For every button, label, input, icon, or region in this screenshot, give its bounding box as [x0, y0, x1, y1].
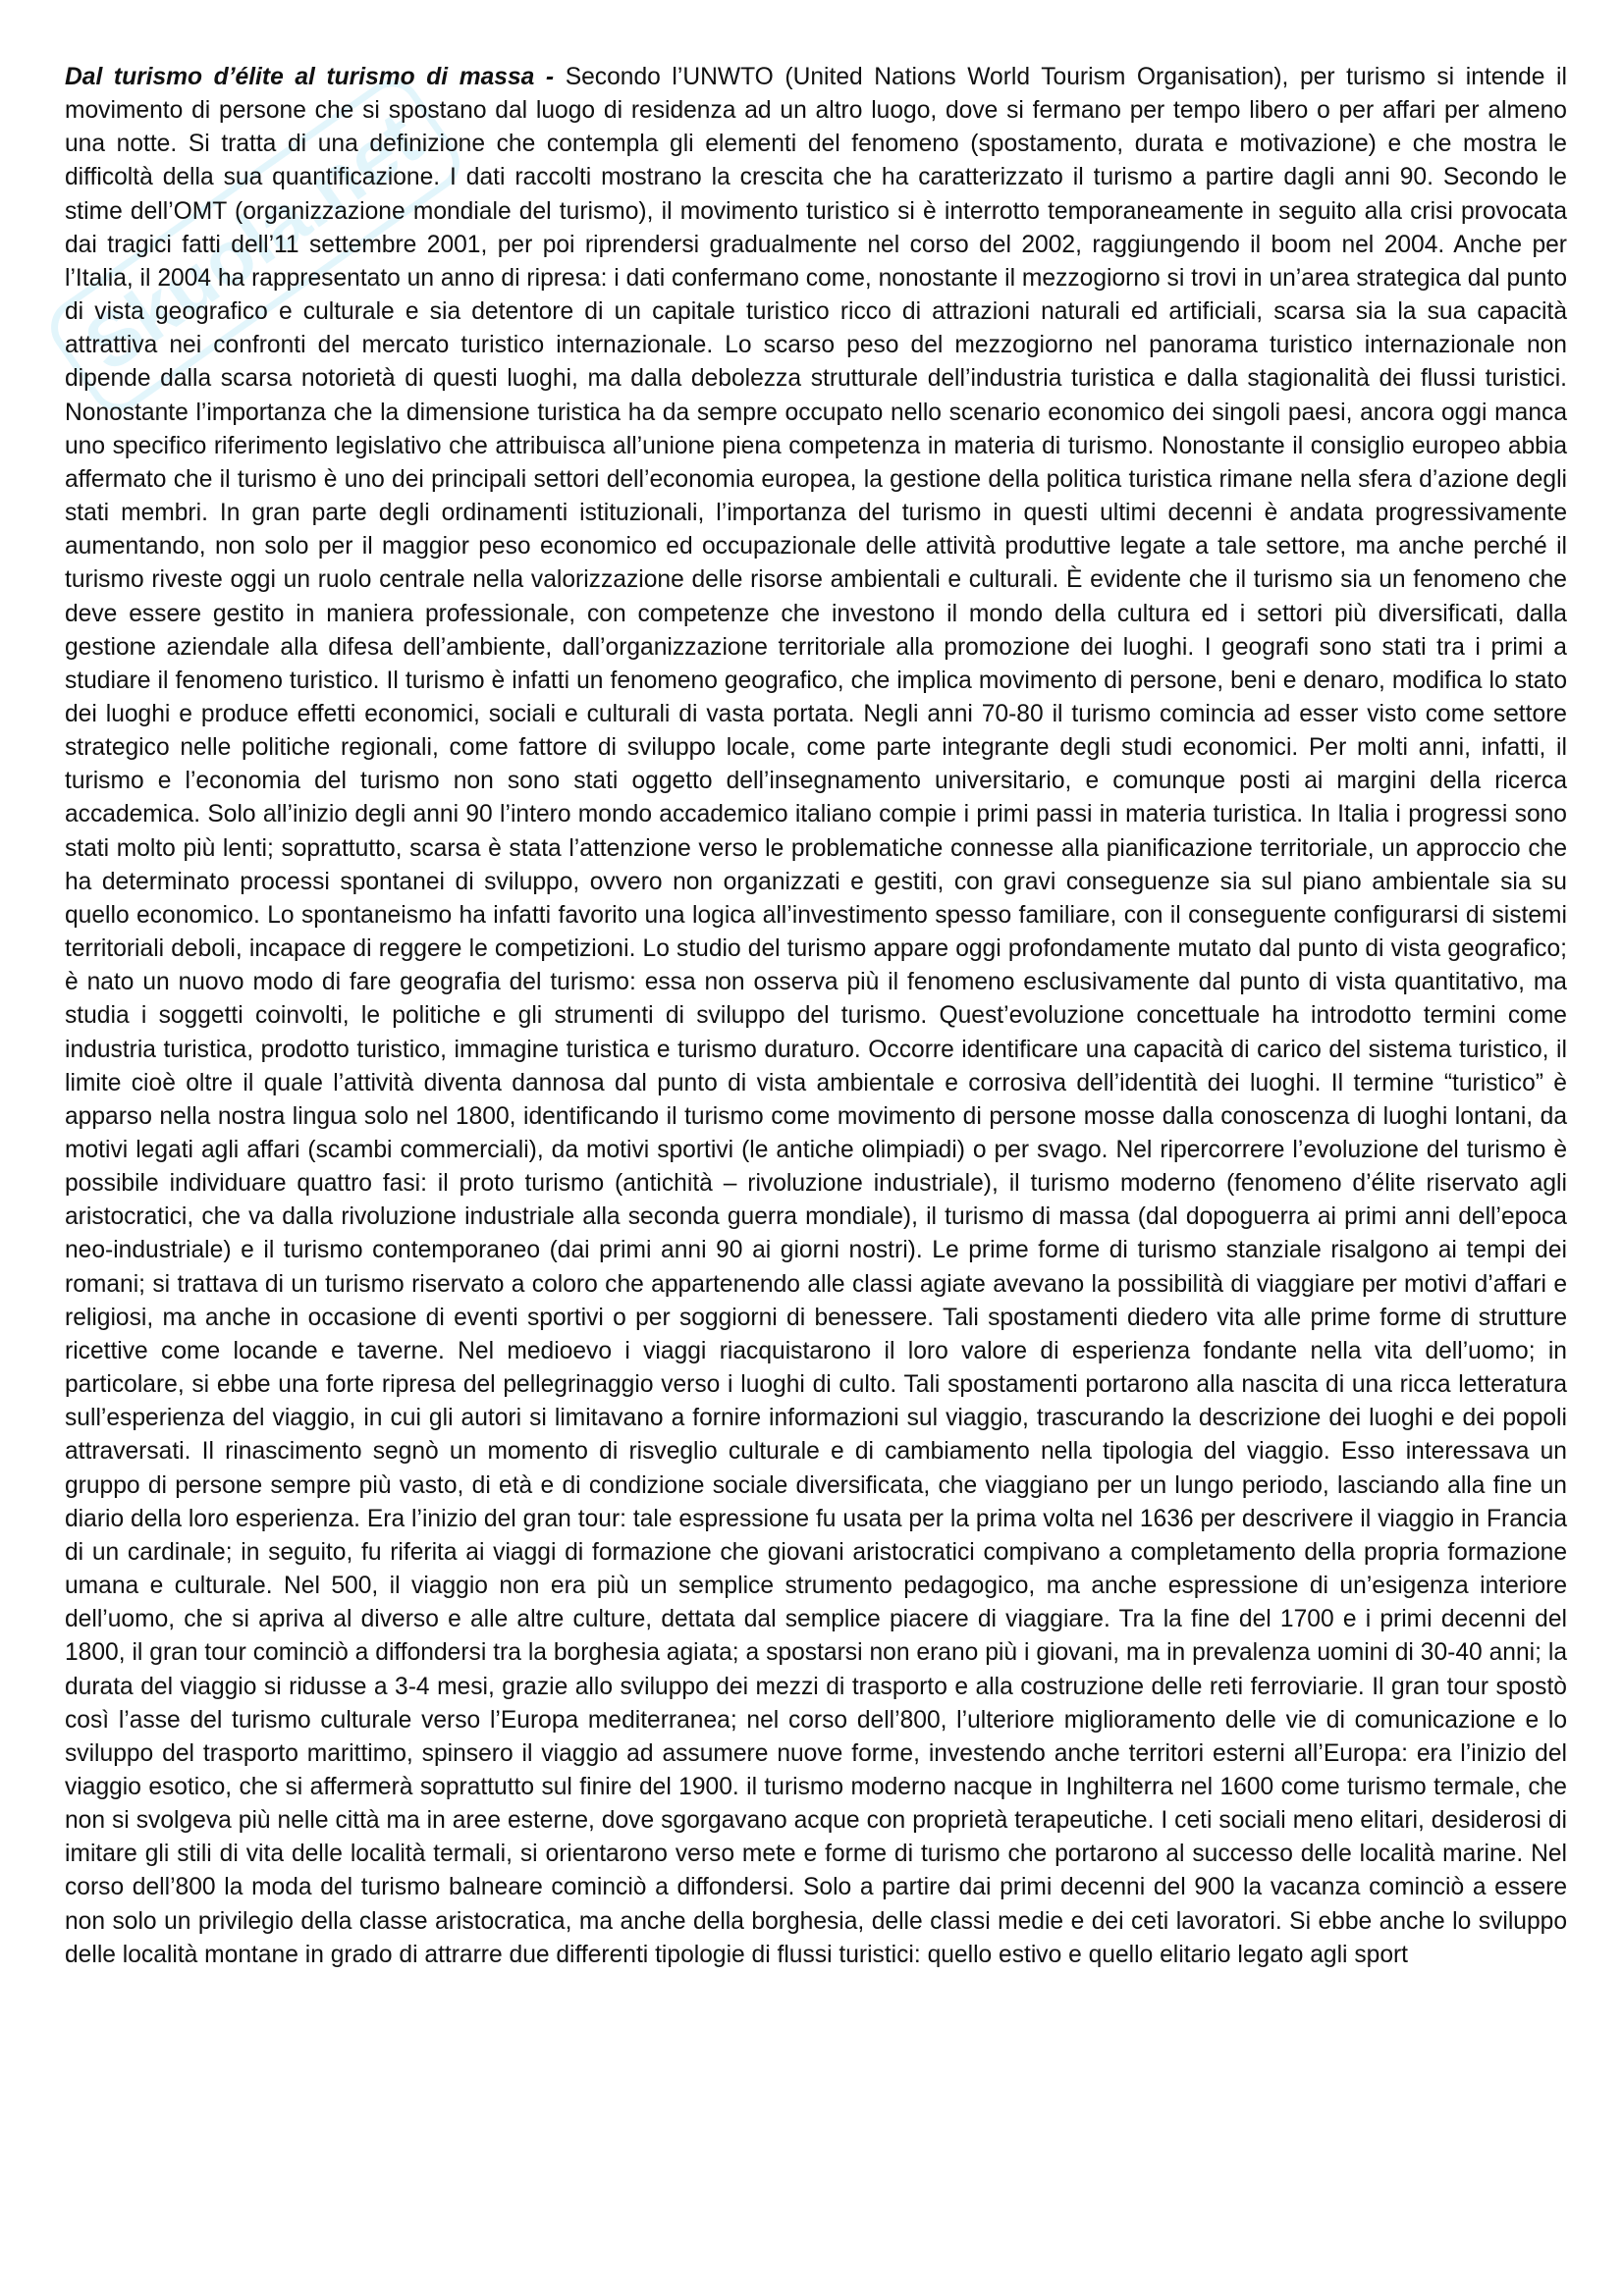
watermark-text: Skuola.net: [69, 94, 436, 389]
body-text: Secondo l’UNWTO (United Nations World Tourism Organisation), per turismo si intende il movimento di persone che si spostano dal luogo di residenza ad un altro luogo, dove si fermano per tempo libero o per affari per almeno una notte. Si tratta di una definizione che contempla gli elementi del fenomeno (spostamento, durata e motivazione) e che mostra le difficoltà della sua quantificazione. I dati raccolti mostrano la crescita che ha caratterizzato il turismo a partire dagli anni 90. Secondo le stime dell’OMT (organizzazione mondiale del turismo), il movimento turistico si è interrotto temporaneamente in seguito alla crisi provocata dai tragici fatti dell’11 settembre 2001, per poi riprendersi gradualmente nel corso del 2002, raggiungendo il boom nel 2004. Anche per l’Italia, il 2004 ha rappresentato un anno di ripresa: i dati confermano come, nonostante il mezzogiorno si trovi in un’area strategica dal punto di vista geografico e culturale e sia detentore di un capitale turistico ricco di attrazioni naturali ed artificiali, scarsa sia la sua capacità attrattiva nei confronti del mercato turistico internazionale. Lo scarso peso del mezzogiorno nel panorama turistico internazionale non dipende dalla scarsa notorietà di questi luoghi, ma dalla debolezza strutturale dell’industria turistica e dalla stagionalità dei flussi turistici. Nonostante l’importanza che la dimensione turistica ha da sempre occupato nello scenario economico dei singoli paesi, ancora oggi manca uno specifico riferimento legislativo che attribuisca all’unione piena competenza in materia di turismo. Nonostante il consiglio europeo abbia affermato che il turismo è uno dei principali settori dell’economia europea, la gestione della politica turistica rimane nella sfera d’azione degli stati membri. In gran parte degli ordinamenti istituzionali, l’importanza del turismo in questi ultimi decenni è andata progressivamente aumentando, non solo per il maggior peso economico ed occupazionale delle attività produttive legate a tale settore, ma anche perché il turismo riveste oggi un ruolo centrale nella valorizzazione delle risorse ambientali e culturali. È evidente che il turismo sia un fenomeno che deve essere gestito in maniera professionale, con competenze che investono il mondo della cultura ed i settori più diversificati, dalla gestione aziendale alla difesa dell’ambiente, dall’organizzazione territoriale alla promozione dei luoghi. I geografi sono stati tra i primi a studiare il fenomeno turistico. Il turismo è infatti un fenomeno geografico, che implica movimento di persone, beni e denaro, modifica lo stato dei luoghi e produce effetti economici, sociali e culturali di vasta portata. Negli anni 70-80 il turismo comincia ad esser visto come settore strategico nelle politiche regionali, come fattore di sviluppo locale, come parte integrante degli studi economici. Per molti anni, infatti, il turismo e l’economia del turismo non sono stati oggetto dell’insegnamento universitario, e comunque posti ai margini della ricerca accademica. Solo all’inizio degli anni 90 l’intero mondo accademico italiano compie i primi passi in materia turistica. In Italia i progressi sono stati molto più lenti; soprattutto, scarsa è stata l’attenzione verso le problematiche connesse alla pianificazione territoriale, un approccio che ha determinato processi spontanei di sviluppo, ovvero non organizzati e gestiti, con gravi conseguenze sia sul piano ambientale sia su quello economico. Lo spontaneismo ha infatti favorito una logica all’investimento spesso familiare, con il conseguente configurarsi di sistemi territoriali deboli, incapace di reggere le competizioni. Lo studio del turismo appare oggi profondamente mutato dal punto di vista geografico; è nato un nuovo modo di fare geografia del turismo: essa non osserva più il fenomeno esclusivamente dal punto di vista quantitativo, ma studia i soggetti coinvolti, le politiche e gli strumenti di sviluppo del turismo. Quest’evoluzione concettuale ha introdotto termini come industria turistica, prodotto turistico, immagine turistica e turismo duraturo. Occorre identificare una capacità di carico del sistema turistico, il limite cioè oltre il quale l’attività diventa dannosa dal punto di vista ambientale e corrosiva dell’identità dei luoghi. Il termine “turistico” è apparso nella nostra lingua solo nel 1800, identificando il turismo come movimento di persone mosse dalla conoscenza di luoghi lontani, da motivi legati agli affari (scambi commerciali), da motivi sportivi (le antiche olimpiadi) o per svago. Nel ripercorrere l’evoluzione del turismo è possibile individuare quattro fasi: il proto turismo (antichità – rivoluzione industriale), il turismo moderno (fenomeno d’élite riservato agli aristocratici, che va dalla rivoluzione industriale alla seconda guerra mondiale), il turismo di massa (dal dopoguerra ai primi anni dell’epoca neo-industriale) e il turismo contemporaneo (dai primi anni 90 ai giorni nostri). Le prime forme di turismo stanziale risalgono ai tempi dei romani; si trattava di un turismo riservato a coloro che appartenendo alle classi agiate avevano la possibilità di viaggiare per motivi d’affari e religiosi, ma anche in occasione di eventi sportivi o per soggiorni di benessere. Tali spostamenti diedero vita alle prime forme di strutture ricettive come locande e taverne. Nel medioevo i viaggi riacquistarono il loro valore di esperienza fondante nella vita dell’uomo; in particolare, si ebbe una forte ripresa del pellegrinaggio verso i luoghi di culto. Tali spostamenti portarono alla nascita di una ricca letteratura sull’esperienza del viaggio, in cui gli autori si limitavano a fornire informazioni sul viaggio, trascurando la descrizione dei luoghi e dei popoli attraversati. Il rinascimento segnò un momento di risveglio culturale e di cambiamento nella tipologia del viaggio. Esso interessava un gruppo di persone sempre più vasto, di età e di condizione sociale diversificata, che viaggiano per un lungo periodo, lasciando alla fine un diario della loro esperienza. Era l’inizio del gran tour: tale espressione fu usata per la prima volta nel 1636 per descrivere il viaggio in Francia di un cardinale; in seguito, fu riferita ai viaggi di formazione che giovani aristocratici compivano a completamento della propria formazione umana e culturale. Nel 500, il viaggio non era più un semplice strumento pedagogico, ma anche espressione di un’esigenza interiore dell’uomo, che si apriva al diverso e alle altre culture, dettata dal semplice piacere di viaggiare. Tra la fine del 1700 e i primi decenni del 1800, il gran tour cominciò a diffondersi tra la borghesia agiata; a spostarsi non erano più i giovani, ma in prevalenza uomini di 30-40 anni; la durata del viaggio si ridusse a 3-4 mesi, grazie allo sviluppo dei mezzi di trasporto e alla costruzione delle reti ferroviarie. Il gran tour spostò così l’asse del turismo culturale verso l’Europa mediterranea; nel corso dell’800, l’ulteriore miglioramento delle vie di comunicazione e lo sviluppo del trasporto marittimo, spinsero il viaggio ad assumere nuove forme, investendo anche territori esterni all’Europa: era l’inizio del viaggio esotico, che si affermerà soprattutto sul finire del 1900. il turismo moderno nacque in Inghilterra nel 1600 come turismo termale, che non si svolgeva più nelle città ma in aree esterne, dove sgorgavano acque con proprietà terapeutiche. I ceti sociali meno elitari, desiderosi di imitare gli stili di vita delle località termali, si orientarono verso mete e forme di turismo che portarono al successo delle località marine. Nel corso dell’800 la moda del turismo balneare cominciò a diffondersi. Solo a partire dai primi decenni del 900 la vacanza cominciò a essere non solo un privilegio della classe aristocratica, ma anche della borghesia, delle classi medie e dei ceti lavoratori. Si ebbe anche lo sviluppo delle località montane in grado di attrarre due differenti tipologie di flussi turistici: quello estivo e quello elitario legato agli sport: [65, 64, 1567, 1968]
paragraph: [65, 61, 1567, 1972]
section-title: Dal turismo d’élite al turismo di massa -: [65, 64, 555, 90]
document-body: [65, 61, 1567, 1972]
